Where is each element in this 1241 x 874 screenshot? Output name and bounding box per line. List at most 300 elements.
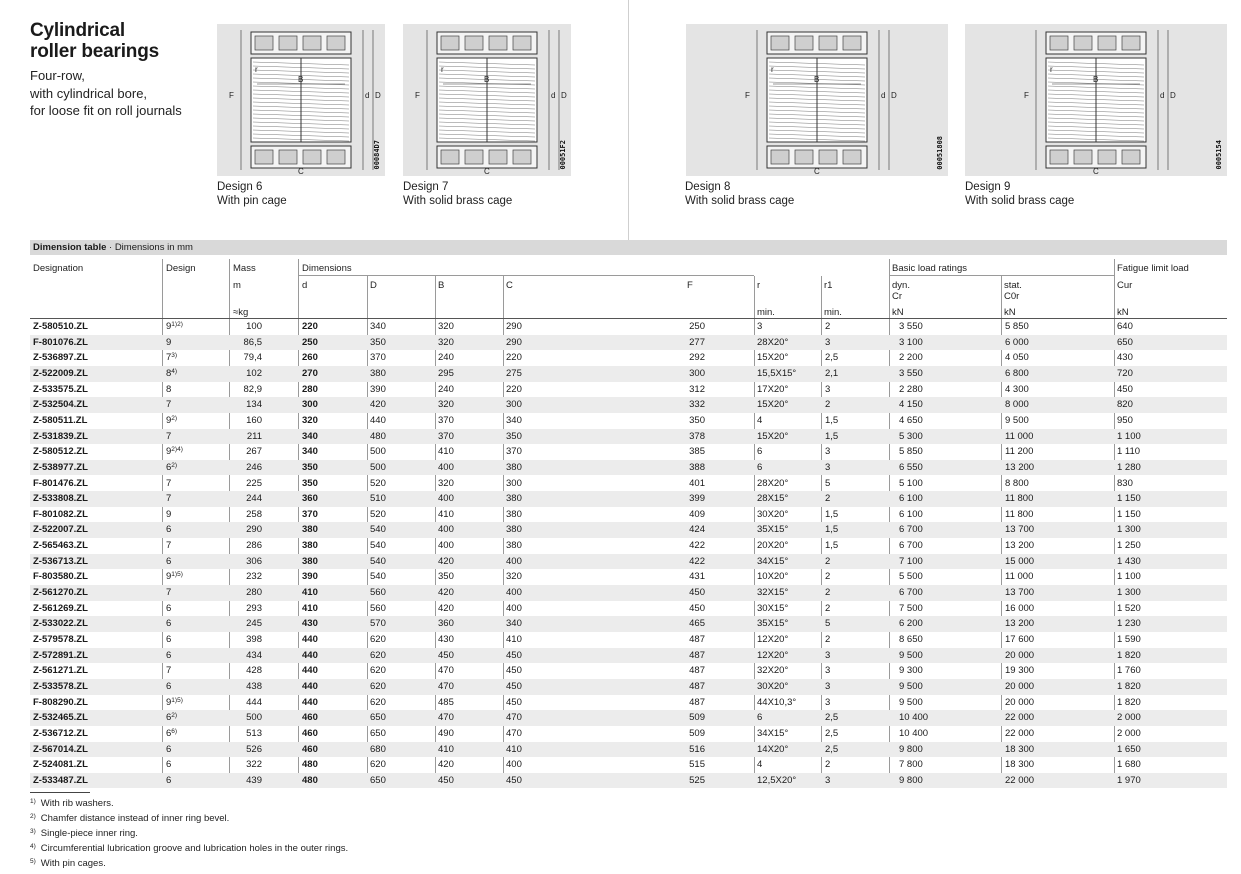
cell-F: 300 — [689, 367, 705, 379]
cell-designation: Z-536712.ZL — [33, 727, 88, 739]
cell-D: 620 — [370, 759, 386, 771]
cell-mass: 500 — [246, 712, 262, 724]
cell-r1: 2 — [825, 321, 831, 332]
cell-design: 6 — [166, 618, 172, 630]
cell-C: 380 — [506, 461, 522, 473]
cell-mass: 286 — [246, 540, 262, 552]
table-row — [30, 710, 1227, 726]
cell-mass: 134 — [246, 399, 262, 411]
table-row — [30, 616, 1227, 632]
label-r: r — [255, 65, 258, 74]
cell-cr: 3 550 — [899, 321, 923, 332]
cell-D: 540 — [370, 540, 386, 552]
cell-B: 430 — [438, 634, 454, 645]
cell-F: 525 — [689, 774, 705, 786]
cell-D: 500 — [370, 461, 386, 473]
cell-d: 320 — [302, 414, 318, 426]
subtitle-line-1: Four-row, — [30, 68, 85, 83]
cell-r: 28X20° — [757, 336, 789, 348]
bearing-cross-section — [686, 24, 948, 176]
table-row — [30, 648, 1227, 664]
cell-B: 400 — [438, 524, 454, 536]
cell-mass: 444 — [246, 696, 262, 708]
cell-cur: 640 — [1117, 321, 1133, 332]
cell-D: 620 — [370, 696, 386, 708]
cell-mass: 86,5 — [243, 336, 262, 348]
cell-d: 410 — [302, 587, 318, 599]
cell-C: 300 — [506, 477, 522, 489]
header-r: r — [757, 280, 761, 291]
cell-design: 6$^{6)}$ — [166, 727, 178, 739]
cell-designation: Z-536897.ZL — [33, 352, 88, 364]
cell-C: 400 — [506, 602, 522, 614]
table-row — [30, 679, 1227, 695]
roller-bottom — [1122, 150, 1140, 164]
cell-C: 380 — [506, 540, 522, 552]
footnote-ref: 2) — [171, 712, 178, 720]
cell-cur: 1 820 — [1117, 680, 1141, 692]
cell-design: 6 — [166, 602, 172, 614]
label-D: D — [1170, 91, 1176, 100]
footnote-mark: 1) — [30, 798, 36, 805]
label-r: r — [1050, 65, 1053, 74]
cell-mass: 211 — [246, 430, 262, 442]
header-stat-unit: kN — [1004, 307, 1016, 318]
cell-C: 350 — [506, 430, 522, 442]
cell-B: 240 — [438, 383, 454, 395]
cell-d: 340 — [302, 430, 318, 442]
cell-c0r: 18 300 — [1005, 759, 1035, 771]
cell-D: 540 — [370, 524, 386, 536]
cell-mass: 306 — [246, 555, 262, 567]
cell-r: 3 — [757, 321, 763, 332]
cell-c0r: 20 000 — [1005, 649, 1035, 661]
cell-d: 440 — [302, 680, 318, 692]
cell-cr: 6 700 — [899, 540, 923, 552]
cell-cur: 2 000 — [1117, 727, 1141, 739]
cell-cur: 1 970 — [1117, 774, 1141, 786]
table-row — [30, 569, 1227, 585]
roller-bottom — [513, 150, 531, 164]
cell-design: 6 — [166, 743, 172, 755]
cell-D: 620 — [370, 649, 386, 661]
roller-bottom — [795, 150, 813, 164]
label-r: r — [441, 65, 444, 74]
cell-d: 460 — [302, 712, 318, 724]
drawing-code: 0005154 — [1215, 140, 1223, 170]
roller-top — [303, 36, 321, 50]
cell-r1: 2,5 — [825, 743, 839, 755]
cell-r: 15,5X15° — [757, 367, 797, 379]
cell-designation: Z-561271.ZL — [33, 665, 88, 677]
cell-F: 487 — [689, 696, 705, 708]
cell-D: 650 — [370, 774, 386, 786]
cell-r1: 1,5 — [825, 524, 839, 536]
cell-r1: 2 — [825, 493, 831, 505]
cell-B: 320 — [438, 336, 454, 348]
cell-d: 440 — [302, 665, 318, 677]
cell-r1: 3 — [825, 383, 831, 395]
label-D: D — [375, 91, 381, 100]
cell-designation: Z-579578.ZL — [33, 634, 88, 645]
cell-designation: Z-580511.ZL — [33, 414, 88, 426]
bearing-drawing-design-9 — [965, 24, 1227, 176]
cell-d: 390 — [302, 571, 318, 583]
header-dyn-unit: kN — [892, 307, 904, 318]
cell-B: 485 — [438, 696, 454, 708]
label-d: d — [365, 91, 370, 100]
footnote-ref: 6) — [171, 727, 178, 735]
cell-C: 340 — [506, 414, 522, 426]
cell-cur: 820 — [1117, 399, 1133, 411]
cell-mass: 79,4 — [243, 352, 262, 364]
footnote-item — [30, 828, 138, 839]
cell-c0r: 18 300 — [1005, 743, 1035, 755]
cell-design: 8 — [166, 383, 172, 395]
cell-d: 480 — [302, 774, 318, 786]
cell-r1: 3 — [825, 649, 831, 661]
cell-r: 32X20° — [757, 665, 789, 677]
label-F: F — [415, 91, 420, 100]
cell-C: 320 — [506, 571, 522, 583]
cell-r1: 2,1 — [825, 367, 839, 379]
cell-mass: 280 — [246, 587, 262, 599]
cell-cr: 4 650 — [899, 414, 923, 426]
roller-top — [771, 36, 789, 50]
roller-top — [255, 36, 273, 50]
cell-design: 6 — [166, 555, 172, 567]
footnote-item — [30, 813, 229, 824]
cell-cur: 430 — [1117, 352, 1133, 364]
cell-designation: Z-580510.ZL — [33, 321, 88, 332]
cell-C: 470 — [506, 712, 522, 724]
cell-mass: 438 — [246, 680, 262, 692]
cell-mass: 526 — [246, 743, 262, 755]
cell-design: 6$^{2)}$ — [166, 461, 178, 473]
cell-c0r: 13 700 — [1005, 524, 1035, 536]
header-dimensions: Dimensions — [302, 263, 352, 274]
cell-mass: 293 — [246, 602, 262, 614]
cell-B: 450 — [438, 774, 454, 786]
cell-mass: 246 — [246, 461, 262, 473]
roller-top — [489, 36, 507, 50]
table-row — [30, 554, 1227, 570]
roller-bottom — [327, 150, 345, 164]
cell-C: 370 — [506, 446, 522, 458]
bearing-drawing-design-6 — [217, 24, 385, 176]
cell-r1: 1,5 — [825, 414, 839, 426]
cell-cr: 7 800 — [899, 759, 923, 771]
roller-top — [327, 36, 345, 50]
cell-F: 465 — [689, 618, 705, 630]
cell-design: 7 — [166, 540, 172, 552]
cell-B: 370 — [438, 414, 454, 426]
cell-cur: 720 — [1117, 367, 1133, 379]
cell-D: 510 — [370, 493, 386, 505]
table-row — [30, 742, 1227, 758]
cell-d: 340 — [302, 446, 318, 458]
cell-c0r: 6 800 — [1005, 367, 1029, 379]
header-r1-text: r1 — [824, 280, 833, 291]
cell-designation: Z-561269.ZL — [33, 602, 88, 614]
label-C: C — [298, 167, 304, 176]
label-r: r — [771, 65, 774, 74]
cell-C: 220 — [506, 383, 522, 395]
cell-c0r: 15 000 — [1005, 555, 1035, 567]
roller-bottom — [489, 150, 507, 164]
cell-mass: 225 — [246, 477, 262, 489]
cell-designation: F-801082.ZL — [33, 508, 88, 520]
label-D: D — [891, 91, 897, 100]
cell-D: 350 — [370, 336, 386, 348]
cell-C: 290 — [506, 336, 522, 348]
footnote-mark: 4) — [30, 843, 36, 850]
cell-mass: 82,9 — [243, 383, 262, 395]
cell-r1: 5 — [825, 477, 831, 489]
cell-designation: F-808290.ZL — [33, 696, 88, 708]
cell-D: 620 — [370, 680, 386, 692]
cell-C: 400 — [506, 555, 522, 567]
label-F: F — [229, 91, 234, 100]
cell-designation: Z-533022.ZL — [33, 618, 88, 630]
header-fatigue-unit: kN — [1117, 307, 1129, 318]
cell-C: 450 — [506, 774, 522, 786]
cell-designation: Z-567014.ZL — [33, 743, 88, 755]
header-C: C — [506, 280, 513, 291]
cell-design: $9^{2)4)}$ — [166, 446, 183, 458]
header-d: d — [302, 280, 308, 291]
cell-C: 400 — [506, 587, 522, 599]
cell-cur: 1 300 — [1117, 587, 1141, 599]
cell-d: 260 — [302, 352, 318, 364]
figure-caption-design-9 — [965, 181, 1074, 208]
cell-cur: 1 820 — [1117, 649, 1141, 661]
cell-r: 28X15° — [757, 493, 789, 505]
header-rule — [298, 275, 754, 276]
cell-D: 340 — [370, 321, 386, 332]
cell-designation: F-801076.ZL — [33, 336, 88, 348]
cell-design: 7 — [166, 430, 172, 442]
cell-designation: Z-522009.ZL — [33, 367, 88, 379]
cell-design: 8$^{4)}$ — [166, 367, 178, 379]
cell-c0r: 13 200 — [1005, 540, 1035, 552]
cell-c0r: 5 850 — [1005, 321, 1029, 332]
cell-d: 430 — [302, 618, 318, 630]
footnote-rule — [30, 792, 90, 793]
cell-F: 250 — [689, 321, 705, 332]
cell-F: 409 — [689, 508, 705, 520]
cell-D: 540 — [370, 555, 386, 567]
cell-D: 480 — [370, 430, 386, 442]
cell-F: 350 — [689, 414, 705, 426]
header-r-min: min. — [757, 307, 775, 318]
page-subtitle — [30, 67, 182, 120]
dimension-table-caption — [30, 240, 1227, 255]
cell-cur: 1 100 — [1117, 571, 1141, 583]
page-divider — [628, 0, 629, 240]
roller-top — [441, 36, 459, 50]
footnote-item — [30, 798, 114, 809]
cell-D: 500 — [370, 446, 386, 458]
table-row — [30, 522, 1227, 538]
cell-F: 422 — [689, 540, 705, 552]
cell-r: 30X20° — [757, 680, 789, 692]
cell-d: 250 — [302, 336, 318, 348]
table-row — [30, 726, 1227, 742]
cell-cur: 1 820 — [1117, 696, 1141, 708]
cell-D: 650 — [370, 727, 386, 739]
header-F: F — [687, 280, 693, 291]
roller-top — [513, 36, 531, 50]
header-r1-min: min. — [824, 307, 842, 318]
cell-r: 35X15° — [757, 524, 789, 536]
cell-mass: 160 — [246, 414, 262, 426]
cell-designation: Z-536713.ZL — [33, 555, 88, 567]
cell-mass: 232 — [246, 571, 262, 583]
cell-design: 7 — [166, 587, 172, 599]
roller-bottom — [465, 150, 483, 164]
figure-caption-design-8 — [685, 181, 794, 208]
cell-cr: 3 100 — [899, 336, 923, 348]
cell-d: 270 — [302, 367, 318, 379]
label-D: D — [561, 91, 567, 100]
cell-B: 320 — [438, 321, 454, 332]
cell-mass: 428 — [246, 665, 262, 677]
cell-mass: 513 — [246, 727, 262, 739]
cell-C: 410 — [506, 634, 522, 645]
roller-bottom — [255, 150, 273, 164]
table-row — [30, 444, 1227, 460]
cell-cur: 830 — [1117, 477, 1133, 489]
table-row — [30, 460, 1227, 476]
cell-D: 620 — [370, 665, 386, 677]
cell-C: 450 — [506, 680, 522, 692]
cell-F: 332 — [689, 399, 705, 411]
label-d: d — [551, 91, 556, 100]
cell-B: 320 — [438, 399, 454, 411]
cell-mass: 267 — [246, 446, 262, 458]
cell-r1: 2 — [825, 399, 831, 411]
cell-designation: Z-532465.ZL — [33, 712, 88, 724]
cell-r1: 2 — [825, 571, 831, 583]
cell-designation: Z-524081.ZL — [33, 759, 88, 771]
header-design: Design — [166, 263, 196, 274]
cell-mass: 439 — [246, 774, 262, 786]
cell-design: 7$^{3)}$ — [166, 352, 178, 364]
drawing-code: 00051808 — [936, 136, 944, 170]
cell-C: 410 — [506, 743, 522, 755]
cell-F: 450 — [689, 587, 705, 599]
cell-cr: 9 800 — [899, 774, 923, 786]
cell-r: 34X15° — [757, 555, 789, 567]
dimension-table-label: Dimension table — [33, 242, 107, 253]
cell-designation: F-803580.ZL — [33, 571, 88, 583]
cell-c0r: 8 000 — [1005, 399, 1029, 411]
cell-B: 240 — [438, 352, 454, 364]
footnote-ref: 1)5) — [171, 571, 183, 579]
cell-design: 6 — [166, 774, 172, 786]
roller-top — [819, 36, 837, 50]
header-mass-unit: ≈kg — [233, 307, 249, 318]
header-D: D — [370, 280, 377, 291]
cell-B: 410 — [438, 446, 454, 458]
footnote-text: With rib washers. — [40, 798, 114, 809]
footnote-ref: 1)5) — [171, 696, 183, 704]
subtitle-line-2: with cylindrical bore, — [30, 85, 148, 101]
cell-design: $9^{1)2)}$ — [166, 321, 183, 332]
cell-d: 360 — [302, 493, 318, 505]
cell-cr: 3 550 — [899, 367, 923, 379]
roller-top — [1122, 36, 1140, 50]
roller-top — [1050, 36, 1068, 50]
cell-r1: 3 — [825, 336, 831, 348]
cell-designation: Z-532504.ZL — [33, 399, 88, 411]
cell-D: 420 — [370, 399, 386, 411]
cell-designation: Z-531839.ZL — [33, 430, 88, 442]
cell-designation: F-801476.ZL — [33, 477, 88, 489]
cell-F: 378 — [689, 430, 705, 442]
cell-r: 28X20° — [757, 477, 789, 489]
cell-F: 401 — [689, 477, 705, 489]
cell-cr: 6 200 — [899, 618, 923, 630]
header-stat: stat. — [1004, 280, 1022, 291]
cell-cr: 2 280 — [899, 383, 923, 395]
drawing-code: 00084D7 — [373, 140, 381, 170]
cell-c0r: 11 200 — [1005, 446, 1034, 458]
footnote-text: Single-piece inner ring. — [40, 828, 138, 839]
cell-C: 275 — [506, 367, 522, 379]
cell-F: 487 — [689, 634, 705, 645]
roller-bottom — [441, 150, 459, 164]
cell-C: 300 — [506, 399, 522, 411]
cell-D: 540 — [370, 571, 386, 583]
cell-C: 450 — [506, 665, 522, 677]
cell-B: 470 — [438, 712, 454, 724]
figure-name: Design 8 — [685, 181, 731, 193]
cell-B: 450 — [438, 649, 454, 661]
cell-c0r: 11 000 — [1005, 571, 1034, 583]
cell-design: 9$^{2)}$ — [166, 414, 178, 426]
table-row — [30, 507, 1227, 523]
footnote-ref: 2) — [171, 461, 178, 469]
cell-cur: 1 590 — [1117, 634, 1141, 645]
cell-cur: 1 680 — [1117, 759, 1141, 771]
cell-c0r: 16 000 — [1005, 602, 1035, 614]
table-row — [30, 538, 1227, 554]
footnote-ref: 2)4) — [171, 446, 183, 454]
cell-cr: 5 300 — [899, 430, 923, 442]
cell-cur: 1 520 — [1117, 602, 1141, 614]
table-row — [30, 695, 1227, 711]
cell-F: 431 — [689, 571, 705, 583]
cell-r1: 2 — [825, 759, 831, 771]
roller-bottom — [279, 150, 297, 164]
dimension-table-units: · Dimensions in mm — [106, 242, 193, 253]
roller-top — [843, 36, 861, 50]
roller-bottom — [819, 150, 837, 164]
footnote-text: Circumferential lubrication groove and lubrication holes in the outer rings. — [40, 843, 349, 854]
cell-cur: 1 110 — [1117, 446, 1141, 458]
footnote-ref: 2) — [171, 414, 178, 422]
cell-d: 300 — [302, 399, 318, 411]
cell-cr: 5 850 — [899, 446, 923, 458]
cell-B: 400 — [438, 461, 454, 473]
cell-B: 295 — [438, 367, 454, 379]
figure-name: Design 6 — [217, 181, 263, 193]
cell-r: 6 — [757, 446, 763, 458]
cell-cr: 6 100 — [899, 493, 923, 505]
cell-D: 620 — [370, 634, 386, 645]
